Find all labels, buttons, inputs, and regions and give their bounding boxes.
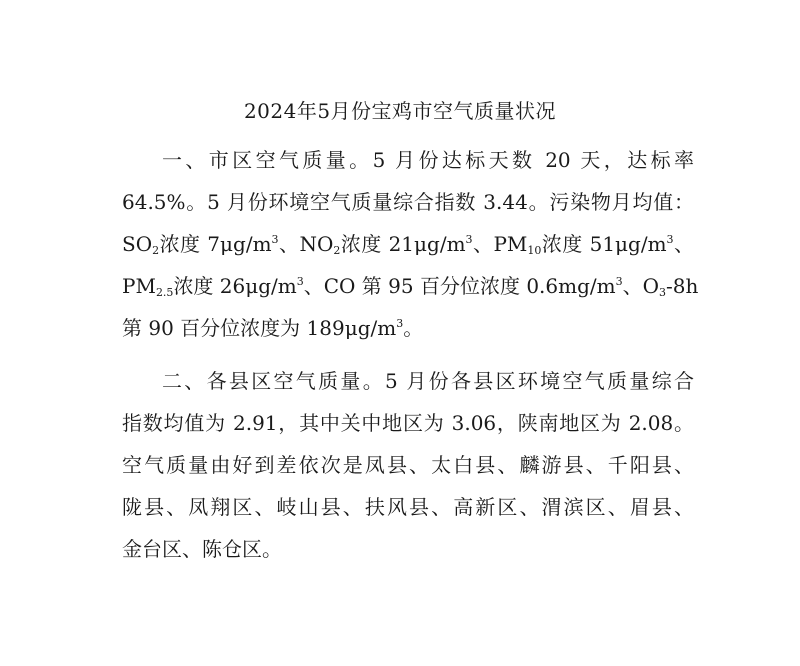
pm25-subscript: 2.5 bbox=[155, 286, 174, 299]
section1-line-2: 64.5%。5 月份环境空气质量综合指数 3.44。污染物月均值： bbox=[122, 190, 694, 214]
pm10-value: 浓度 51μg/m bbox=[541, 232, 667, 256]
section2-line-2: 指数均值为 2.91，其中关中地区为 3.06，陕南地区为 2.08。 bbox=[122, 411, 694, 435]
section2-line-3: 空气质量由好到差依次是凤县、太白县、麟游县、千阳县、 bbox=[122, 453, 694, 477]
section1-line-3 bbox=[122, 229, 694, 259]
so2-unit-superscript: 3 bbox=[271, 233, 279, 246]
section1-end-punct: 。 bbox=[403, 316, 424, 340]
so2-value: 浓度 7μg/m bbox=[159, 232, 272, 256]
co-unit-superscript: 3 bbox=[615, 275, 623, 288]
o3-subscript: 3 bbox=[659, 286, 667, 299]
no2-subscript: 2 bbox=[333, 244, 341, 257]
section1-line-1: 一、市区空气质量。5 月份达标天数 20 天，达标率 bbox=[162, 148, 694, 172]
pm25-label: PM bbox=[122, 274, 156, 298]
no2-value: 浓度 21μg/m bbox=[340, 232, 466, 256]
co-value: 、CO 第 95 百分位浓度 0.6mg/m bbox=[303, 274, 616, 298]
o3-unit-superscript: 3 bbox=[396, 317, 404, 330]
o3-value: 第 90 百分位浓度为 189μg/m bbox=[122, 316, 397, 340]
section1-line-4 bbox=[122, 271, 699, 301]
so2-subscript: 2 bbox=[152, 244, 160, 257]
pm10-separator: 、 bbox=[673, 232, 695, 256]
section2-line-1: 二、各县区空气质量。5 月份各县区环境空气质量综合 bbox=[162, 369, 694, 393]
pm10-label: 、PM bbox=[472, 232, 528, 256]
section1-line-5 bbox=[122, 313, 694, 343]
pm25-unit-superscript: 3 bbox=[296, 275, 304, 288]
no2-label: 、NO bbox=[278, 232, 334, 256]
pm10-unit-superscript: 3 bbox=[666, 233, 674, 246]
o3-period: -8h bbox=[666, 274, 699, 298]
pm10-subscript: 10 bbox=[527, 244, 542, 257]
document-title: 2024年5月份宝鸡市空气质量状况 bbox=[243, 99, 557, 123]
so2-label: SO bbox=[122, 232, 153, 256]
pm25-value: 浓度 26μg/m bbox=[173, 274, 297, 298]
no2-unit-superscript: 3 bbox=[465, 233, 473, 246]
o3-label: 、O bbox=[622, 274, 660, 298]
section2-line-5: 金台区、陈仓区。 bbox=[122, 537, 282, 561]
section2-line-4: 陇县、凤翔区、岐山县、扶风县、高新区、渭滨区、眉县、 bbox=[122, 495, 694, 519]
